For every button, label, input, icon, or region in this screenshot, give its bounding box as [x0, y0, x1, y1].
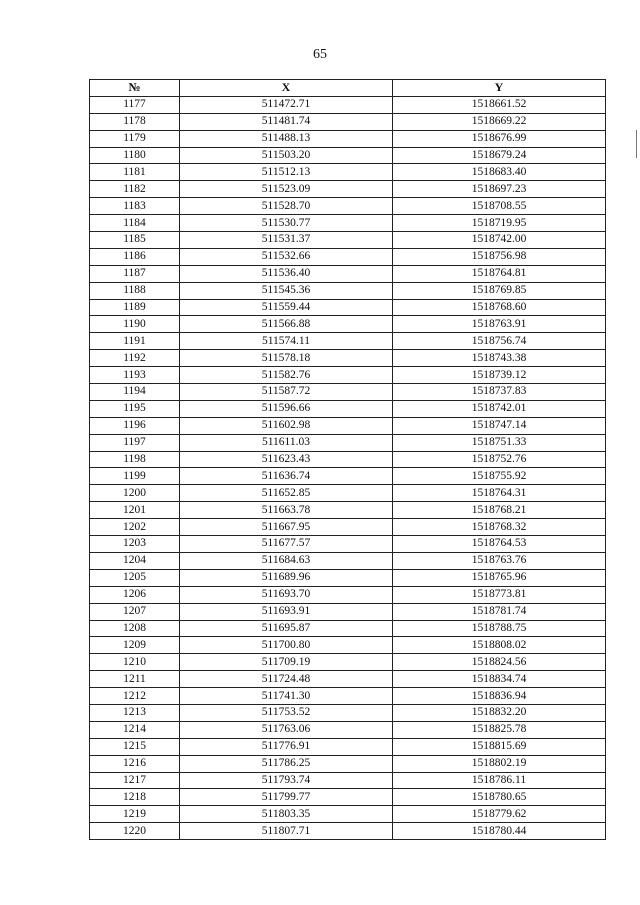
- coordinates-table: [89, 79, 606, 840]
- cell-num: 1193: [90, 367, 180, 384]
- cell-x: 511799.77: [180, 789, 393, 806]
- cell-y: 1518786.11: [393, 772, 606, 789]
- cell-x: 511684.63: [180, 552, 393, 569]
- cell-x: 511693.91: [180, 603, 393, 620]
- cell-y: 1518808.02: [393, 637, 606, 654]
- cell-y: 1518679.24: [393, 147, 606, 164]
- table-row: [90, 654, 606, 671]
- cell-y: 1518756.98: [393, 248, 606, 265]
- cell-x: 511503.20: [180, 147, 393, 164]
- cell-x: 511636.74: [180, 468, 393, 485]
- table-row: [90, 367, 606, 384]
- table-row: [90, 113, 606, 130]
- cell-y: 1518764.81: [393, 265, 606, 282]
- cell-num: 1200: [90, 485, 180, 502]
- cell-num: 1184: [90, 215, 180, 232]
- cell-num: 1179: [90, 130, 180, 147]
- cell-y: 1518661.52: [393, 96, 606, 113]
- cell-num: 1190: [90, 316, 180, 333]
- cell-x: 511472.71: [180, 96, 393, 113]
- table-row: [90, 96, 606, 113]
- cell-num: 1192: [90, 350, 180, 367]
- cell-num: 1219: [90, 806, 180, 823]
- cell-num: 1204: [90, 552, 180, 569]
- cell-y: 1518802.19: [393, 755, 606, 772]
- cell-y: 1518780.44: [393, 823, 606, 840]
- cell-y: 1518764.53: [393, 536, 606, 553]
- cell-x: 511578.18: [180, 350, 393, 367]
- cell-num: 1220: [90, 823, 180, 840]
- cell-num: 1186: [90, 248, 180, 265]
- cell-y: 1518683.40: [393, 164, 606, 181]
- table-row: [90, 823, 606, 840]
- cell-x: 511623.43: [180, 451, 393, 468]
- cell-y: 1518834.74: [393, 671, 606, 688]
- cell-y: 1518773.81: [393, 586, 606, 603]
- cell-y: 1518788.75: [393, 620, 606, 637]
- table-row: [90, 232, 606, 249]
- cell-x: 511611.03: [180, 434, 393, 451]
- table-row: [90, 485, 606, 502]
- cell-num: 1213: [90, 704, 180, 721]
- cell-y: 1518836.94: [393, 688, 606, 705]
- table-row: [90, 637, 606, 654]
- table-row: [90, 772, 606, 789]
- cell-x: 511596.66: [180, 400, 393, 417]
- cell-y: 1518669.22: [393, 113, 606, 130]
- cell-x: 511677.57: [180, 536, 393, 553]
- table-row: [90, 451, 606, 468]
- cell-y: 1518781.74: [393, 603, 606, 620]
- cell-x: 511602.98: [180, 417, 393, 434]
- cell-y: 1518751.33: [393, 434, 606, 451]
- table-row: [90, 755, 606, 772]
- header-y: Y: [393, 80, 606, 97]
- cell-x: 511481.74: [180, 113, 393, 130]
- table-row: [90, 502, 606, 519]
- table-row: [90, 265, 606, 282]
- cell-num: 1183: [90, 198, 180, 215]
- cell-x: 511724.48: [180, 671, 393, 688]
- cell-num: 1195: [90, 400, 180, 417]
- table-row: [90, 400, 606, 417]
- cell-num: 1208: [90, 620, 180, 637]
- cell-x: 511532.66: [180, 248, 393, 265]
- cell-num: 1201: [90, 502, 180, 519]
- cell-num: 1197: [90, 434, 180, 451]
- cell-y: 1518737.83: [393, 384, 606, 401]
- cell-y: 1518742.01: [393, 400, 606, 417]
- cell-num: 1178: [90, 113, 180, 130]
- cell-y: 1518769.85: [393, 282, 606, 299]
- cell-num: 1205: [90, 569, 180, 586]
- cell-y: 1518815.69: [393, 738, 606, 755]
- cell-x: 511700.80: [180, 637, 393, 654]
- cell-y: 1518743.38: [393, 350, 606, 367]
- table-row: [90, 738, 606, 755]
- table-row: [90, 282, 606, 299]
- cell-y: 1518708.55: [393, 198, 606, 215]
- cell-x: 511574.11: [180, 333, 393, 350]
- cell-x: 511652.85: [180, 485, 393, 502]
- cell-x: 511663.78: [180, 502, 393, 519]
- table-row: [90, 569, 606, 586]
- table-row: [90, 806, 606, 823]
- cell-x: 511582.76: [180, 367, 393, 384]
- table-row: [90, 789, 606, 806]
- table-row: [90, 552, 606, 569]
- cell-y: 1518768.60: [393, 299, 606, 316]
- cell-x: 511530.77: [180, 215, 393, 232]
- cell-num: 1206: [90, 586, 180, 603]
- cell-num: 1214: [90, 721, 180, 738]
- cell-y: 1518719.95: [393, 215, 606, 232]
- cell-y: 1518763.76: [393, 552, 606, 569]
- cell-x: 511763.06: [180, 721, 393, 738]
- cell-num: 1210: [90, 654, 180, 671]
- cell-x: 511689.96: [180, 569, 393, 586]
- scan-edge-mark: [636, 130, 637, 158]
- cell-y: 1518742.00: [393, 232, 606, 249]
- cell-x: 511753.52: [180, 704, 393, 721]
- cell-x: 511536.40: [180, 265, 393, 282]
- cell-x: 511786.25: [180, 755, 393, 772]
- table-body: [90, 96, 606, 839]
- cell-x: 511709.19: [180, 654, 393, 671]
- cell-num: 1216: [90, 755, 180, 772]
- table-row: [90, 603, 606, 620]
- header-x: X: [180, 80, 393, 97]
- cell-num: 1199: [90, 468, 180, 485]
- cell-y: 1518756.74: [393, 333, 606, 350]
- table-row: [90, 671, 606, 688]
- cell-y: 1518764.31: [393, 485, 606, 502]
- cell-y: 1518780.65: [393, 789, 606, 806]
- cell-y: 1518747.14: [393, 417, 606, 434]
- header-num: №: [90, 80, 180, 97]
- cell-x: 511667.95: [180, 519, 393, 536]
- cell-x: 511559.44: [180, 299, 393, 316]
- page-number: 65: [313, 47, 327, 62]
- table-row: [90, 198, 606, 215]
- table-row: [90, 536, 606, 553]
- cell-x: 511803.35: [180, 806, 393, 823]
- table-row: [90, 688, 606, 705]
- cell-x: 511693.70: [180, 586, 393, 603]
- cell-num: 1217: [90, 772, 180, 789]
- cell-y: 1518768.32: [393, 519, 606, 536]
- cell-num: 1188: [90, 282, 180, 299]
- cell-num: 1187: [90, 265, 180, 282]
- cell-x: 511587.72: [180, 384, 393, 401]
- cell-x: 511531.37: [180, 232, 393, 249]
- cell-x: 511545.36: [180, 282, 393, 299]
- cell-num: 1198: [90, 451, 180, 468]
- cell-x: 511566.88: [180, 316, 393, 333]
- table-row: [90, 384, 606, 401]
- table-row: [90, 434, 606, 451]
- cell-x: 511523.09: [180, 181, 393, 198]
- table-row: [90, 586, 606, 603]
- table-row: [90, 333, 606, 350]
- cell-y: 1518676.99: [393, 130, 606, 147]
- cell-num: 1215: [90, 738, 180, 755]
- cell-x: 511807.71: [180, 823, 393, 840]
- cell-num: 1180: [90, 147, 180, 164]
- table-row: [90, 704, 606, 721]
- cell-x: 511695.87: [180, 620, 393, 637]
- table-row: [90, 248, 606, 265]
- cell-y: 1518739.12: [393, 367, 606, 384]
- table-row: [90, 721, 606, 738]
- table-row: [90, 215, 606, 232]
- header-row: [90, 80, 606, 97]
- cell-num: 1191: [90, 333, 180, 350]
- table-row: [90, 417, 606, 434]
- table-header: [90, 80, 606, 97]
- table-row: [90, 316, 606, 333]
- cell-x: 511776.91: [180, 738, 393, 755]
- cell-num: 1207: [90, 603, 180, 620]
- cell-y: 1518752.76: [393, 451, 606, 468]
- cell-y: 1518763.91: [393, 316, 606, 333]
- cell-num: 1196: [90, 417, 180, 434]
- cell-num: 1189: [90, 299, 180, 316]
- cell-num: 1177: [90, 96, 180, 113]
- cell-num: 1185: [90, 232, 180, 249]
- cell-num: 1211: [90, 671, 180, 688]
- table-row: [90, 350, 606, 367]
- table-row: [90, 130, 606, 147]
- cell-num: 1182: [90, 181, 180, 198]
- cell-x: 511741.30: [180, 688, 393, 705]
- cell-x: 511793.74: [180, 772, 393, 789]
- cell-y: 1518697.23: [393, 181, 606, 198]
- cell-x: 511488.13: [180, 130, 393, 147]
- cell-num: 1194: [90, 384, 180, 401]
- table-row: [90, 468, 606, 485]
- cell-x: 511512.13: [180, 164, 393, 181]
- table-row: [90, 164, 606, 181]
- cell-x: 511528.70: [180, 198, 393, 215]
- cell-y: 1518779.62: [393, 806, 606, 823]
- cell-y: 1518768.21: [393, 502, 606, 519]
- cell-num: 1218: [90, 789, 180, 806]
- cell-y: 1518825.78: [393, 721, 606, 738]
- table-row: [90, 299, 606, 316]
- cell-num: 1202: [90, 519, 180, 536]
- table-row: [90, 147, 606, 164]
- cell-y: 1518824.56: [393, 654, 606, 671]
- cell-num: 1212: [90, 688, 180, 705]
- table-row: [90, 181, 606, 198]
- cell-y: 1518755.92: [393, 468, 606, 485]
- cell-num: 1209: [90, 637, 180, 654]
- cell-y: 1518832.20: [393, 704, 606, 721]
- table-row: [90, 620, 606, 637]
- cell-num: 1203: [90, 536, 180, 553]
- cell-num: 1181: [90, 164, 180, 181]
- table-row: [90, 519, 606, 536]
- cell-y: 1518765.96: [393, 569, 606, 586]
